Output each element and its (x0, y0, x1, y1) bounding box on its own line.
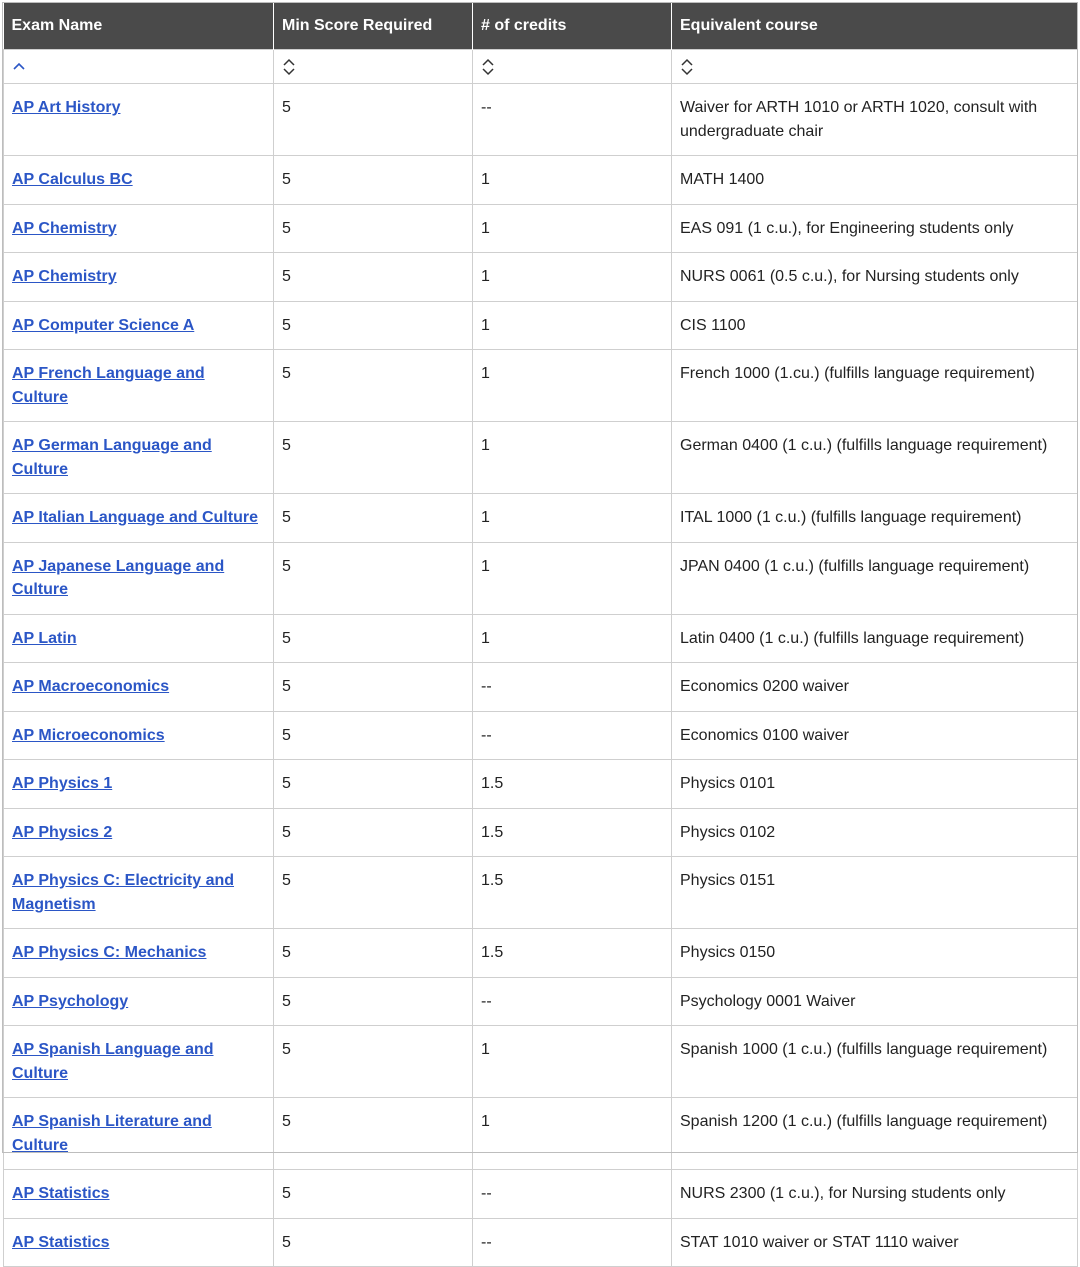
table-row (4, 1218, 1078, 1267)
equivalent-course-cell: Spanish 1000 (1 c.u.) (fulfills language requirement) (672, 1026, 1078, 1098)
min-score-cell: 5 (274, 253, 473, 302)
exam-name-cell (4, 1026, 274, 1098)
exam-link[interactable]: AP German Language and Culture (12, 437, 212, 478)
exam-name-cell (4, 1098, 274, 1170)
header-equivalent-course[interactable]: Equivalent course (672, 3, 1078, 50)
credits-cell: 1.5 (473, 857, 672, 929)
exam-link[interactable]: AP Art History (12, 99, 121, 116)
exam-link[interactable]: AP Chemistry (12, 268, 117, 285)
exam-name-cell (4, 84, 274, 156)
min-score-cell: 5 (274, 422, 473, 494)
equivalent-course-cell: Psychology 0001 Waiver (672, 977, 1078, 1026)
exam-name-cell (4, 857, 274, 929)
exam-name-cell (4, 204, 274, 253)
sort-icon[interactable] (282, 58, 296, 76)
credits-cell: 1 (473, 422, 672, 494)
equivalent-course-cell: EAS 091 (1 c.u.), for Engineering students only (672, 204, 1078, 253)
credits-cell: 1 (473, 301, 672, 350)
table-row (4, 204, 1078, 253)
exam-name-cell (4, 1218, 274, 1267)
credits-cell: 1 (473, 1098, 672, 1170)
table-row (4, 1170, 1078, 1219)
exam-name-cell (4, 808, 274, 857)
exam-link[interactable]: AP Spanish Literature and Culture (12, 1113, 212, 1154)
equivalent-course-cell: Physics 0150 (672, 929, 1078, 978)
credits-cell: -- (473, 977, 672, 1026)
equivalent-course-cell: Economics 0200 waiver (672, 663, 1078, 712)
sort-cell-equivalent-course[interactable] (672, 50, 1078, 84)
table-row (4, 542, 1078, 614)
table-row (4, 1026, 1078, 1098)
credits-cell: 1 (473, 614, 672, 663)
exam-link[interactable]: AP Physics C: Electricity and Magnetism (12, 872, 235, 913)
credits-cell: 1 (473, 1026, 672, 1098)
exam-name-cell (4, 614, 274, 663)
credits-cell: 1 (473, 156, 672, 205)
table-row (4, 253, 1078, 302)
header-exam-name[interactable]: Exam Name (4, 3, 274, 50)
table-row (4, 977, 1078, 1026)
exam-name-cell (4, 301, 274, 350)
min-score-cell: 5 (274, 494, 473, 543)
table-row (4, 857, 1078, 929)
exam-link[interactable]: AP French Language and Culture (12, 365, 205, 406)
equivalent-course-cell: CIS 1100 (672, 301, 1078, 350)
min-score-cell: 5 (274, 542, 473, 614)
exam-link[interactable]: AP Statistics (12, 1185, 110, 1202)
equivalent-course-cell: German 0400 (1 c.u.) (fulfills language requirement) (672, 422, 1078, 494)
exam-link[interactable]: AP Psychology (12, 992, 129, 1010)
sort-cell-exam-name[interactable] (4, 50, 274, 84)
equivalent-course-cell: Economics 0100 waiver (672, 711, 1078, 760)
equivalent-course-cell: ITAL 1000 (1 c.u.) (fulfills language requirement) (672, 494, 1078, 543)
credits-cell: 1 (473, 350, 672, 422)
sort-row (4, 50, 1078, 84)
credits-cell: -- (473, 1218, 672, 1267)
exam-name-cell (4, 422, 274, 494)
exam-name-cell (4, 663, 274, 712)
credits-cell: -- (473, 711, 672, 760)
table-row (4, 808, 1078, 857)
ap-credit-table-wrapper (3, 3, 1077, 1267)
min-score-cell: 5 (274, 1170, 473, 1219)
min-score-cell: 5 (274, 301, 473, 350)
exam-name-cell (4, 711, 274, 760)
min-score-cell: 5 (274, 614, 473, 663)
min-score-cell: 5 (274, 760, 473, 809)
credits-cell: 1.5 (473, 760, 672, 809)
table-row (4, 156, 1078, 205)
table-row (4, 760, 1078, 809)
min-score-cell: 5 (274, 204, 473, 253)
exam-name-cell (4, 929, 274, 978)
min-score-cell: 5 (274, 857, 473, 929)
exam-link[interactable]: AP Spanish Language and Culture (12, 1041, 214, 1082)
min-score-cell: 5 (274, 663, 473, 712)
table-row (4, 301, 1078, 350)
equivalent-course-cell: Physics 0102 (672, 808, 1078, 857)
table-row (4, 1098, 1078, 1170)
credits-cell: 1 (473, 494, 672, 543)
exam-link[interactable]: AP Computer Science A (12, 316, 195, 334)
min-score-cell: 5 (274, 156, 473, 205)
credits-cell: -- (473, 84, 672, 156)
credits-cell: 1 (473, 204, 672, 253)
sort-cell-credits[interactable] (473, 50, 672, 84)
equivalent-course-cell: Latin 0400 (1 c.u.) (fulfills language requirement) (672, 614, 1078, 663)
table-row (4, 422, 1078, 494)
exam-name-cell (4, 253, 274, 302)
header-credits[interactable]: # of credits (473, 3, 672, 50)
exam-name-cell (4, 1170, 274, 1219)
exam-link[interactable]: AP Calculus BC (12, 171, 133, 188)
equivalent-course-cell: NURS 2300 (1 c.u.), for Nursing students only (672, 1170, 1078, 1219)
exam-link[interactable]: AP Japanese Language and Culture (12, 557, 225, 598)
credits-cell: -- (473, 1170, 672, 1219)
credits-cell: 1.5 (473, 808, 672, 857)
equivalent-course-cell: French 1000 (1.cu.) (fulfills language requirement) (672, 350, 1078, 422)
exam-name-cell (4, 494, 274, 543)
table-row (4, 663, 1078, 712)
exam-link[interactable]: AP Physics C: Mechanics (12, 944, 207, 961)
min-score-cell: 5 (274, 711, 473, 760)
equivalent-course-cell: Physics 0151 (672, 857, 1078, 929)
sort-icon[interactable] (680, 58, 694, 76)
sort-ascending-icon[interactable] (12, 58, 26, 76)
equivalent-course-cell: STAT 1010 waiver or STAT 1110 waiver (672, 1218, 1078, 1267)
equivalent-course-cell: Physics 0101 (672, 760, 1078, 809)
exam-link[interactable]: AP Physics 1 (12, 775, 113, 792)
exam-name-cell (4, 760, 274, 809)
equivalent-course-cell: JPAN 0400 (1 c.u.) (fulfills language requirement) (672, 542, 1078, 614)
exam-link[interactable]: AP Physics 2 (12, 823, 113, 841)
credits-cell: 1 (473, 542, 672, 614)
min-score-cell: 5 (274, 350, 473, 422)
table-row (4, 494, 1078, 543)
table-row (4, 929, 1078, 978)
exam-link[interactable]: AP Macroeconomics (12, 678, 170, 695)
exam-name-cell (4, 977, 274, 1026)
min-score-cell: 5 (274, 84, 473, 156)
credits-cell: -- (473, 663, 672, 712)
header-min-score[interactable]: Min Score Required (274, 3, 473, 50)
exam-link[interactable]: AP Statistics (12, 1233, 110, 1251)
exam-link[interactable]: AP Latin (12, 629, 77, 647)
credits-cell: 1.5 (473, 929, 672, 978)
equivalent-course-cell: Spanish 1200 (1 c.u.) (fulfills language requirement) (672, 1098, 1078, 1170)
min-score-cell: 5 (274, 977, 473, 1026)
equivalent-course-cell: NURS 0061 (0.5 c.u.), for Nursing students only (672, 253, 1078, 302)
exam-name-cell (4, 156, 274, 205)
table-row (4, 614, 1078, 663)
table-row (4, 711, 1078, 760)
exam-link[interactable]: AP Chemistry (12, 219, 117, 237)
min-score-cell: 5 (274, 808, 473, 857)
sort-cell-min-score[interactable] (274, 50, 473, 84)
min-score-cell: 5 (274, 929, 473, 978)
equivalent-course-cell: MATH 1400 (672, 156, 1078, 205)
exam-link[interactable]: AP Italian Language and Culture (12, 509, 258, 526)
exam-name-cell (4, 350, 274, 422)
table-row (4, 350, 1078, 422)
header-row (4, 3, 1078, 50)
exam-link[interactable]: AP Microeconomics (12, 726, 165, 744)
min-score-cell: 5 (274, 1026, 473, 1098)
ap-credit-table (3, 3, 1078, 1267)
sort-icon[interactable] (481, 58, 495, 76)
min-score-cell: 5 (274, 1098, 473, 1170)
credits-cell: 1 (473, 253, 672, 302)
table-row (4, 84, 1078, 156)
equivalent-course-cell: Waiver for ARTH 1010 or ARTH 1020, consult with undergraduate chair (672, 84, 1078, 156)
min-score-cell: 5 (274, 1218, 473, 1267)
exam-name-cell (4, 542, 274, 614)
